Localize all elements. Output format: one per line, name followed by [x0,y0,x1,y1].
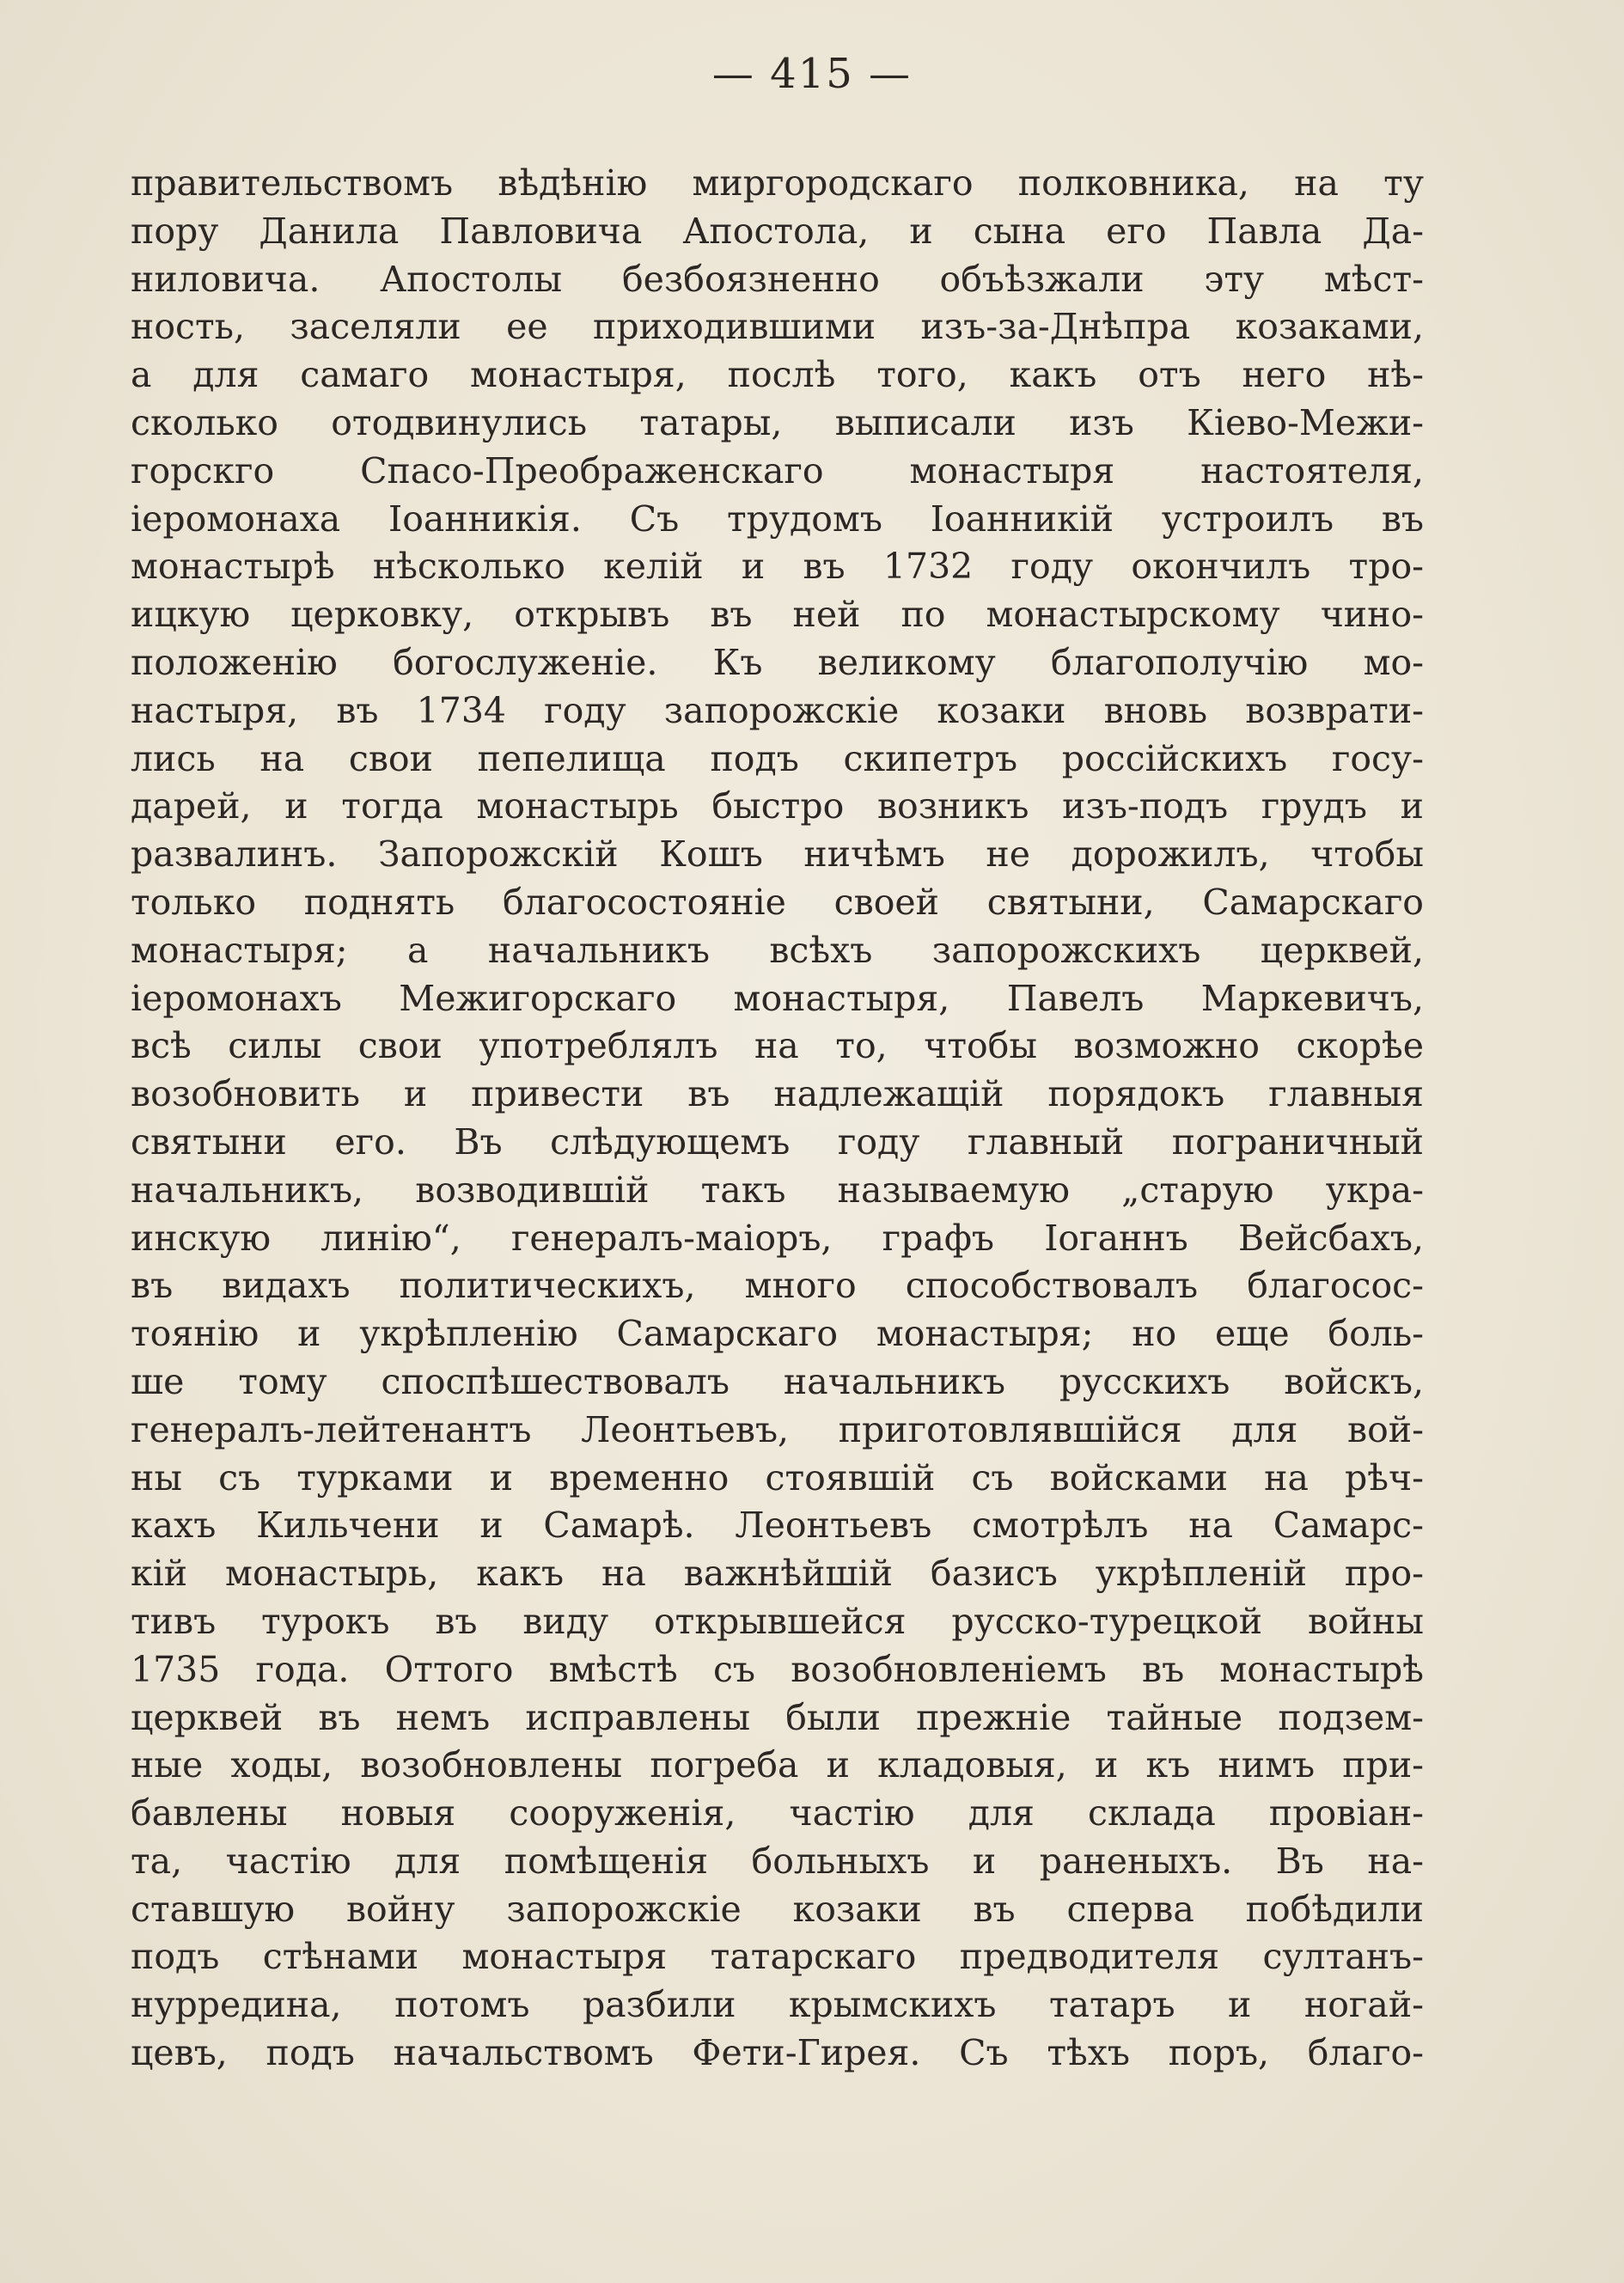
text-line: настыря, въ 1734 году запорожскіе козаки вновь возврати- [131,689,1424,731]
text-line: ность, заселяли ее приходившими изъ-за-Днѣпра козаками, [131,306,1424,348]
text-line: нурредина, потомъ разбили крымскихъ татаръ и ногай- [131,1984,1424,2026]
text-line: святыни его. Въ слѣдующемъ году главный пограничный [131,1120,1424,1163]
text-line: инскую линію“, генералъ-маіоръ, графъ Іоганнъ Вейсбахъ, [131,1217,1424,1259]
text-line: монастыря; а начальникъ всѣхъ запорожскихъ церквей, [131,929,1424,971]
text-line: тивъ турокъ въ виду открывшейся русско-турецкой войны [131,1600,1424,1642]
page-number: — 415 — [711,50,913,98]
text-line: лись на свои пепелища подъ скипетръ россійскихъ госу- [131,737,1424,779]
text-line: ниловича. Апостолы безбоязненно объѣзжали эту мѣст- [131,258,1424,300]
text-line: начальникъ, возводившій такъ называемую „старую укра- [131,1169,1424,1211]
text-line: ные ходы, возобновлены погреба и кладовыя, и къ нимъ при- [131,1744,1424,1786]
text-line: бавлены новыя сооруженія, частію для склада провіан- [131,1792,1424,1834]
text-line: только поднять благосостояніе своей святыни, Самарскаго [131,881,1424,923]
text-line: а для самаго монастыря, послѣ того, какъ отъ него нѣ- [131,354,1424,396]
text-line: цевъ, подъ начальствомъ Фети-Гирея. Съ тѣхъ поръ, благо- [131,2032,1424,2074]
text-line: ше тому споспѣшествовалъ начальникъ русскихъ войскъ, [131,1360,1424,1402]
text-line: правительствомъ вѣдѣнію миргородскаго полковника, на ту [131,162,1424,204]
text-line: развалинъ. Запорожскій Кошъ ничѣмъ не дорожилъ, чтобы [131,833,1424,876]
text-line: іеромонаха Іоанникія. Съ трудомъ Іоанникій устроилъ въ [131,497,1424,540]
text-line: горскго Спасо-Преображенскаго монастыря настоятеля, [131,449,1424,491]
text-line: ицкую церковку, открывъ въ ней по монастырскому чино- [131,594,1424,636]
text-line: дарей, и тогда монастырь быстро возникъ изъ-подъ грудъ и [131,785,1424,827]
text-line: сколько отодвинулись татары, выписали изъ Кіево-Межи- [131,401,1424,443]
text-line: іеромонахъ Межигорскаго монастыря, Павелъ Маркевичъ, [131,977,1424,1019]
text-line: ставшую войну запорожскіе козаки въ сперва побѣдили [131,1888,1424,1930]
body-text [131,160,1424,2078]
text-line: положенію богослуженіе. Къ великому благополучію мо- [131,641,1424,683]
text-line: кахъ Кильчени и Самарѣ. Леонтьевъ смотрѣлъ на Самарс- [131,1505,1424,1547]
text-line: возобновить и привести въ надлежащій порядокъ главныя [131,1073,1424,1115]
text-line: тоянію и укрѣпленію Самарскаго монастыря; но еще боль- [131,1313,1424,1355]
text-line: генералъ-лейтенантъ Леонтьевъ, приготовлявшійся для вой- [131,1408,1424,1450]
text-line: та, частію для помѣщенія больныхъ и раненыхъ. Въ на- [131,1840,1424,1882]
text-line: 1735 года. Оттого вмѣстѣ съ возобновленіемъ въ монастырѣ [131,1648,1424,1690]
text-line: всѣ силы свои употреблялъ на то, чтобы возможно скорѣе [131,1025,1424,1067]
text-line: церквей въ немъ исправлены были прежніе тайные подзем- [131,1696,1424,1738]
text-line: подъ стѣнами монастыря татарскаго предводителя султанъ- [131,1936,1424,1978]
text-line: ны съ турками и временно стоявшій съ войсками на рѣч- [131,1456,1424,1499]
text-line: въ видахъ политическихъ, много способствовалъ благосос- [131,1265,1424,1307]
text-line: монастырѣ нѣсколько келій и въ 1732 году окончилъ тро- [131,546,1424,588]
text-line: пору Данила Павловича Апостола, и сына его Павла Да- [131,210,1424,252]
text-line: кій монастырь, какъ на важнѣйшій базисъ укрѣпленій про- [131,1553,1424,1595]
